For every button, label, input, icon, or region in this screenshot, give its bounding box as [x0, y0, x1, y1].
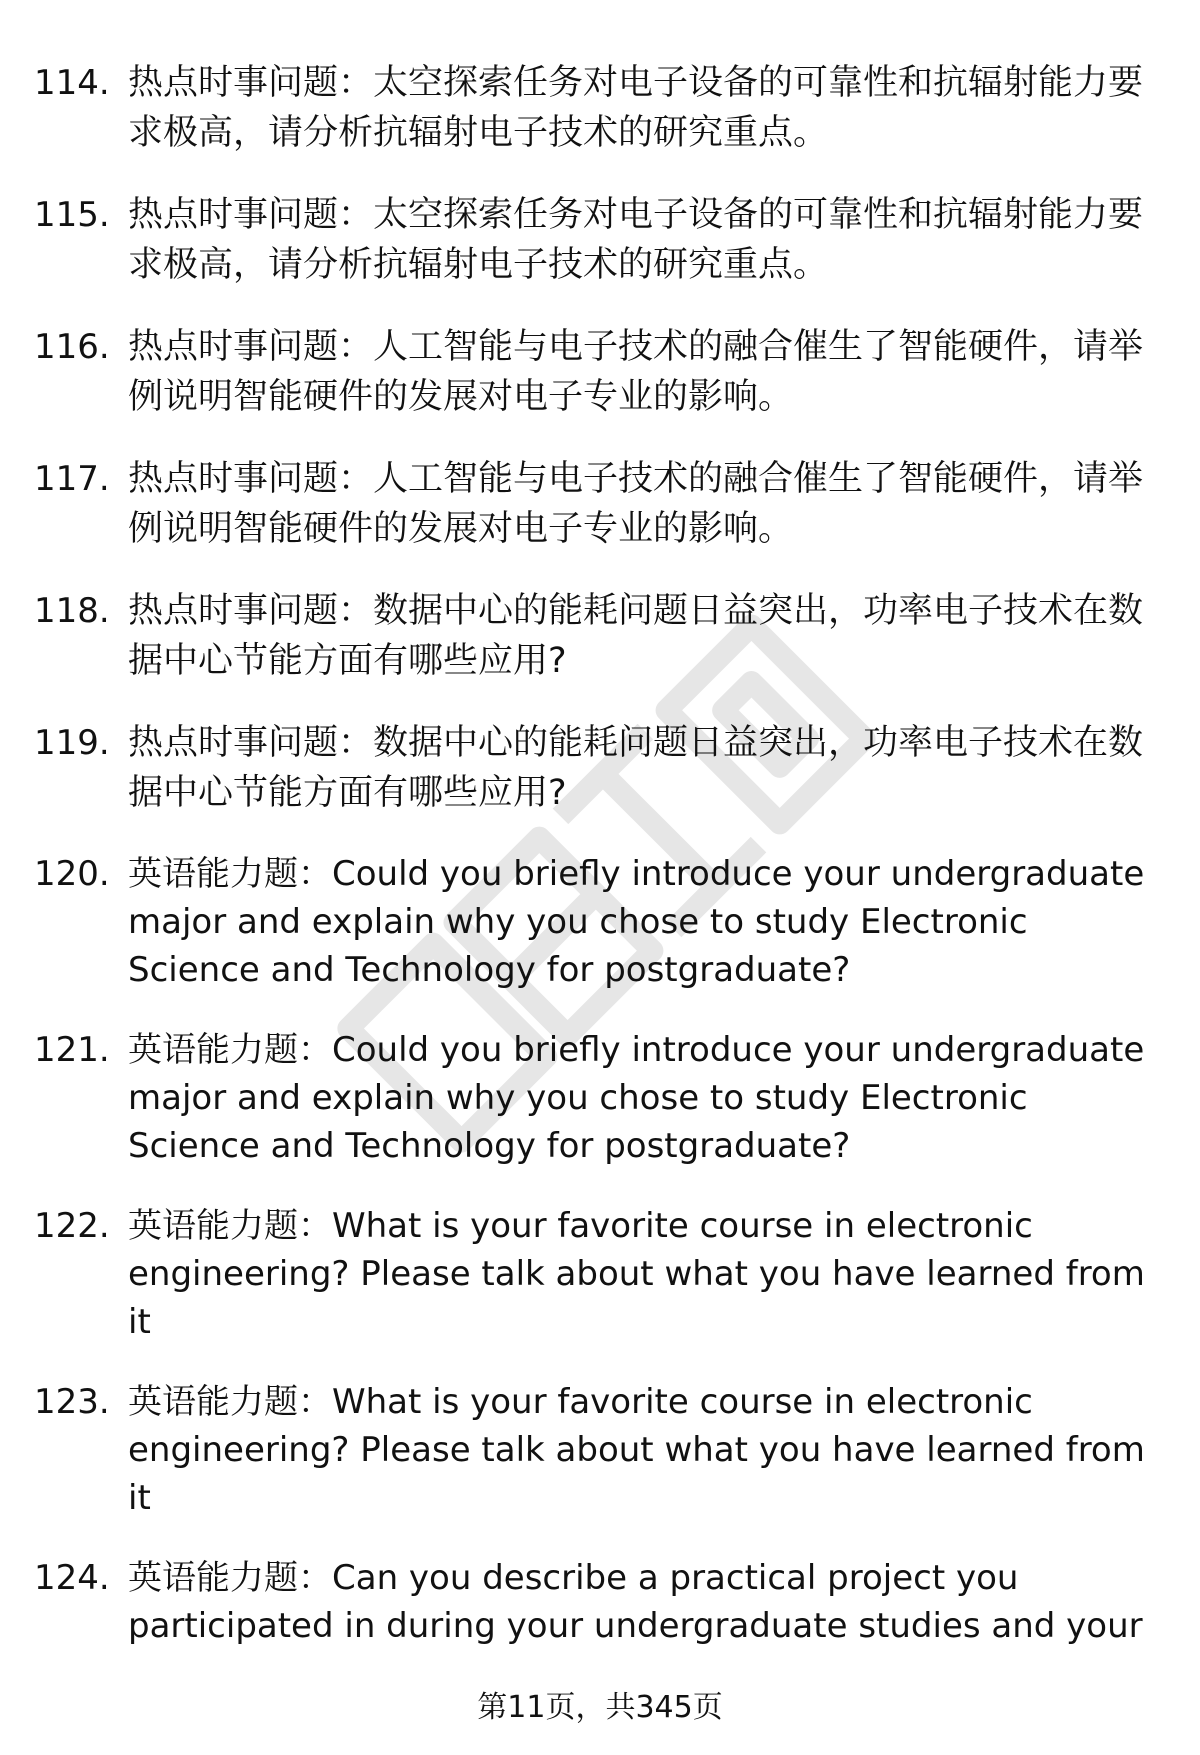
question-number: 115. — [34, 195, 110, 235]
question-item — [0, 58, 1200, 158]
question-item — [0, 850, 1200, 994]
question-item — [0, 454, 1200, 554]
question-text: 热点时事问题：太空探索任务对电子设备的可靠性和抗辐射能力要求极高，请分析抗辐射电子技术的研究重点。 — [128, 63, 1144, 153]
page-footer: 第11页，共345页 — [477, 1690, 723, 1725]
question-item — [0, 322, 1200, 422]
question-item — [0, 190, 1200, 290]
question-text: 热点时事问题：数据中心的能耗问题日益突出，功率电子技术在数据中心节能方面有哪些应用? — [128, 591, 1144, 681]
question-text: 热点时事问题：太空探索任务对电子设备的可靠性和抗辐射能力要求极高，请分析抗辐射电子技术的研究重点。 — [128, 195, 1144, 285]
question-list — [0, 58, 1200, 1682]
question-text: 英语能力题：What is your favorite course in electronic engineering? Please talk about what you have learned from it — [128, 1206, 1145, 1342]
question-number: 117. — [34, 459, 110, 499]
question-text: 英语能力题：Can you describe a practical project you participated in during your undergraduate studies and your — [128, 1558, 1143, 1646]
question-text: 热点时事问题：人工智能与电子技术的融合催生了智能硬件，请举例说明智能硬件的发展对电子专业的影响。 — [128, 459, 1144, 549]
question-number: 119. — [34, 723, 110, 763]
question-number: 124. — [34, 1558, 110, 1598]
question-number: 118. — [34, 591, 110, 631]
question-number: 120. — [34, 854, 110, 894]
question-number: 123. — [34, 1382, 110, 1422]
question-item — [0, 1026, 1200, 1170]
question-item — [0, 586, 1200, 686]
question-item — [0, 1554, 1200, 1650]
question-number: 122. — [34, 1206, 110, 1246]
question-number: 114. — [34, 63, 110, 103]
question-number: 116. — [34, 327, 110, 367]
question-text: 英语能力题：Could you briefly introduce your undergraduate major and explain why you chose to study Electronic Science and Technology for postgraduate? — [128, 854, 1145, 990]
question-number: 121. — [34, 1030, 110, 1070]
question-item — [0, 1202, 1200, 1346]
question-text: 英语能力题：What is your favorite course in electronic engineering? Please talk about what you have learned from it — [128, 1382, 1145, 1518]
question-item — [0, 718, 1200, 818]
question-text: 英语能力题：Could you briefly introduce your undergraduate major and explain why you chose to study Electronic Science and Technology for postgraduate? — [128, 1030, 1145, 1166]
question-item — [0, 1378, 1200, 1522]
question-text: 热点时事问题：数据中心的能耗问题日益突出，功率电子技术在数据中心节能方面有哪些应用? — [128, 723, 1144, 813]
question-text: 热点时事问题：人工智能与电子技术的融合催生了智能硬件，请举例说明智能硬件的发展对电子专业的影响。 — [128, 327, 1144, 417]
